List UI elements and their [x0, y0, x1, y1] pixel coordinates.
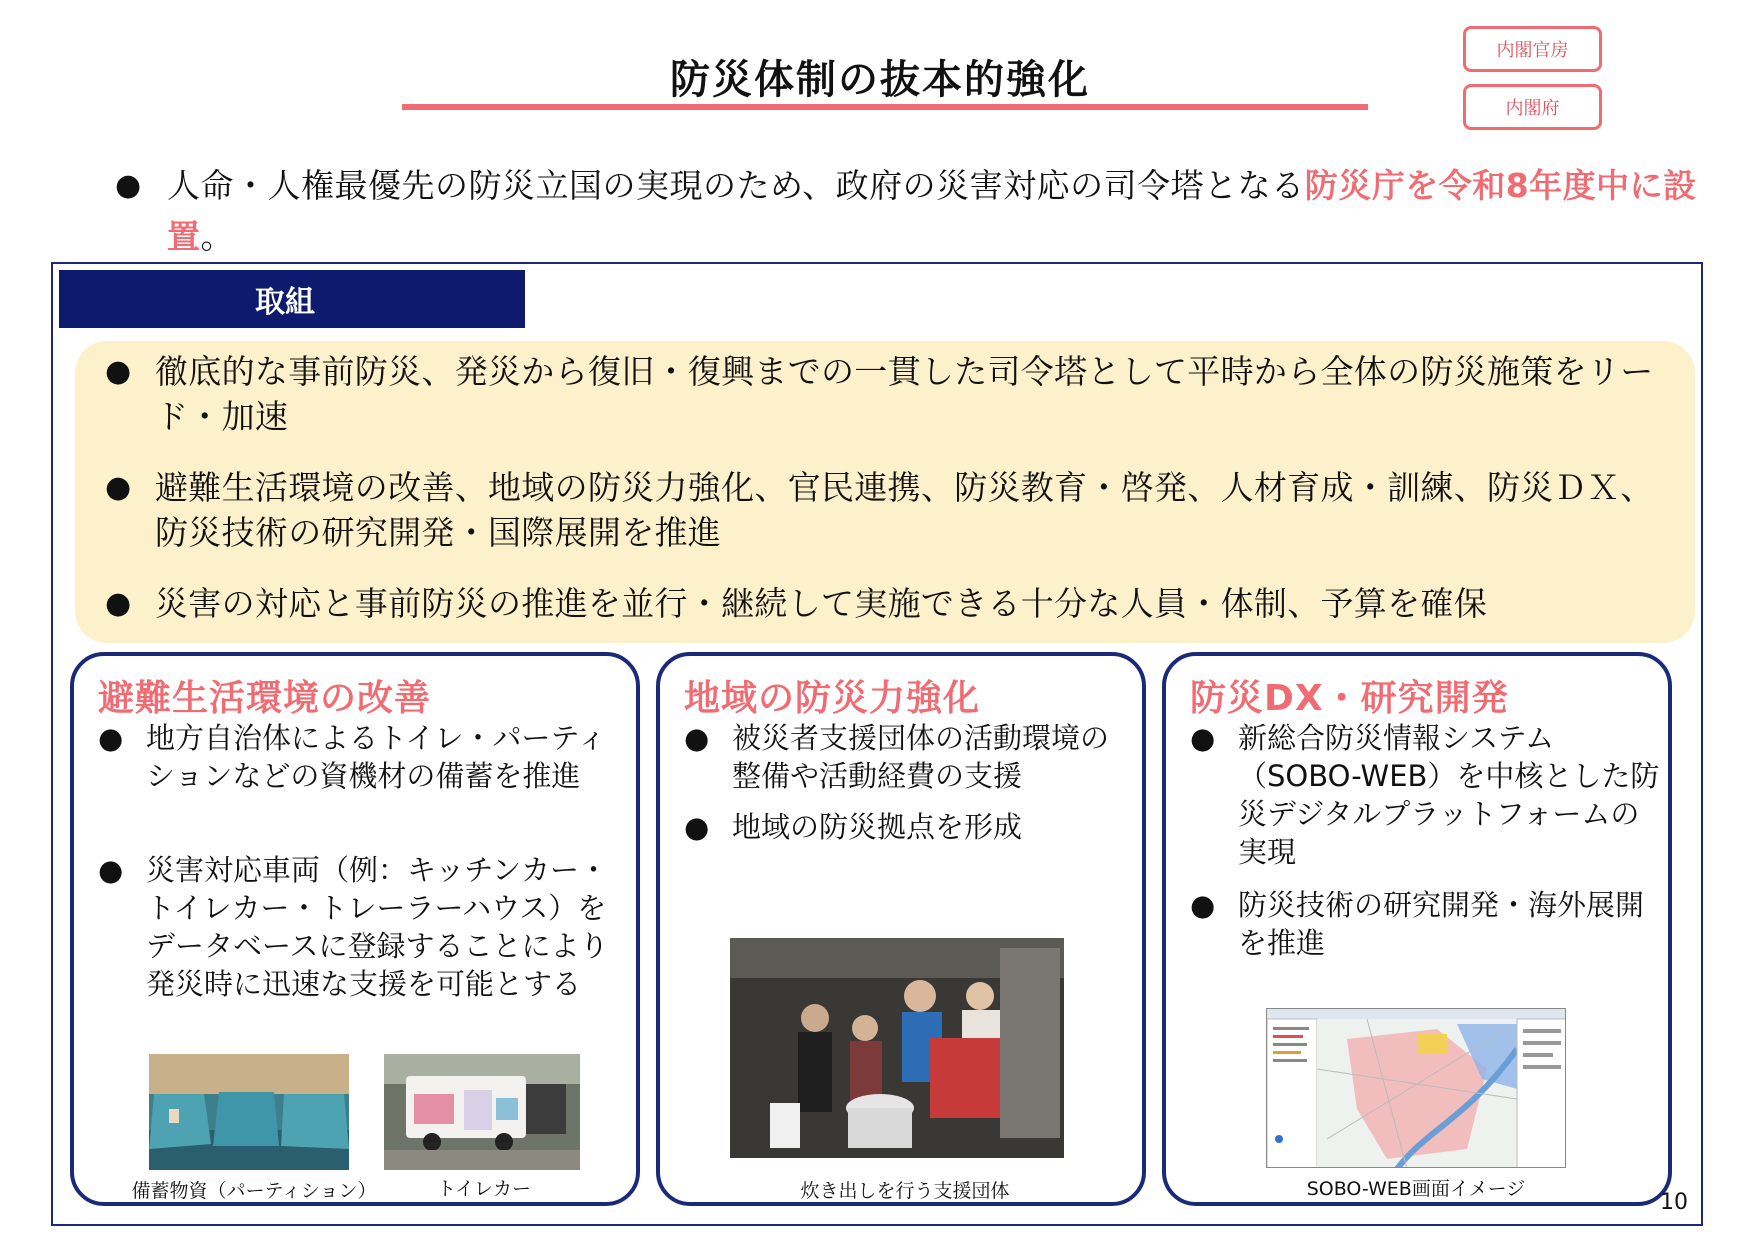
- bullet-icon: ●: [98, 853, 124, 887]
- photo-caption: 炊き出しを行う支援団体: [800, 1180, 1010, 1202]
- photo-caption: トイレカー: [436, 1178, 532, 1200]
- panel-bullet: [1190, 886, 1660, 962]
- page-number: 10: [1660, 1190, 1688, 1215]
- bullet-icon: ●: [684, 810, 710, 844]
- summary-item-text: 避難生活環境の改善、地域の防災力強化、官民連携、防災教育・啓発、人材育成・訓練、防災ＤＸ、防災技術の研究開発・国際展開を推進: [155, 468, 1654, 552]
- panel-bullet-text: 防災技術の研究開発・海外展開を推進: [1238, 888, 1645, 960]
- panel-bullet: [98, 851, 618, 1003]
- panel-bullet: [684, 808, 1134, 846]
- bullet-icon: ●: [1190, 888, 1216, 922]
- partition-photo: [149, 1054, 349, 1170]
- panel-heading: 地域の防災力強化: [684, 678, 981, 719]
- soup-kitchen-illustration: [730, 938, 1064, 1158]
- summary-item: [105, 349, 1665, 439]
- initiatives-summary-box: [75, 341, 1695, 643]
- partition-tents-illustration: [149, 1054, 349, 1170]
- lead-text-highlight: 防災庁を令和8年度中に設置: [167, 166, 1697, 256]
- panel-evacuation-environment: [70, 652, 640, 1206]
- photo-caption: 備蓄物資（パーティション）: [131, 1180, 377, 1202]
- panel-bullet-text: 地方自治体によるトイレ・パーティションなどの資機材の備蓄を推進: [146, 721, 607, 793]
- summary-item-text: 徹底的な事前防災、発災から復旧・復興までの一貫した司令塔として平時から全体の防災施策をリード・加速: [155, 352, 1654, 436]
- panel-heading: 避難生活環境の改善: [98, 678, 432, 719]
- agency-badge-cabinet-office: 内閣府: [1463, 84, 1602, 130]
- lead-text-end: 。: [200, 217, 234, 256]
- panel-bullet-text: 地域の防災拠点を形成: [732, 810, 1023, 844]
- title-underline: [402, 104, 1368, 110]
- toilet-car-illustration: [384, 1054, 580, 1170]
- panel-bullet-text: 被災者支援団体の活動環境の整備や活動経費の支援: [732, 721, 1110, 793]
- panel-bullet: [1190, 719, 1660, 871]
- summary-item-text: 災害の対応と事前防災の推進を並行・継続して実施できる十分な人員・体制、予算を確保: [155, 584, 1487, 623]
- photo-caption: SOBO-WEB画面イメージ: [1306, 1178, 1526, 1200]
- summary-item: [105, 581, 1665, 626]
- page-title: 防災体制の抜本的強化: [670, 57, 1090, 103]
- bullet-icon: ●: [105, 586, 132, 621]
- panel-bullet-text: 新総合防災情報システム（SOBO-WEB）を中核とした防災デジタルプラットフォームの実現: [1238, 721, 1660, 869]
- bullet-icon: ●: [105, 354, 132, 389]
- lead-statement: [115, 160, 1705, 262]
- panel-regional-disaster-preparedness: [656, 652, 1146, 1206]
- panel-disaster-dx-research: [1162, 652, 1672, 1206]
- toilet-car-photo: [384, 1054, 580, 1170]
- bullet-icon: ●: [684, 721, 710, 755]
- initiatives-header: 取組: [59, 270, 525, 328]
- bullet-icon: ●: [98, 721, 124, 755]
- summary-item: [105, 465, 1665, 555]
- lead-text: [115, 160, 1705, 262]
- panel-heading: 防災DX・研究開発: [1190, 678, 1509, 719]
- bullet-icon: ●: [105, 470, 132, 505]
- lead-text-main: 人命・人権最優先の防災立国の実現のため、政府の災害対応の司令塔となる: [167, 166, 1305, 205]
- bullet-icon: ●: [115, 168, 142, 203]
- panel-bullet: [684, 719, 1134, 795]
- bullet-icon: ●: [1190, 721, 1216, 755]
- sobo-web-map-illustration: [1267, 1009, 1566, 1168]
- panel-bullet-text: 災害対応車両（例：キッチンカー・トイレカー・トレーラーハウス）をデータベースに登録することにより発災時に迅速な支援を可能とする: [146, 853, 609, 1001]
- agency-badge-cabinet-secretariat: 内閣官房: [1463, 26, 1602, 72]
- soup-kitchen-photo: [730, 938, 1064, 1158]
- sobo-web-screenshot: [1266, 1008, 1566, 1168]
- panel-bullet: [98, 719, 618, 795]
